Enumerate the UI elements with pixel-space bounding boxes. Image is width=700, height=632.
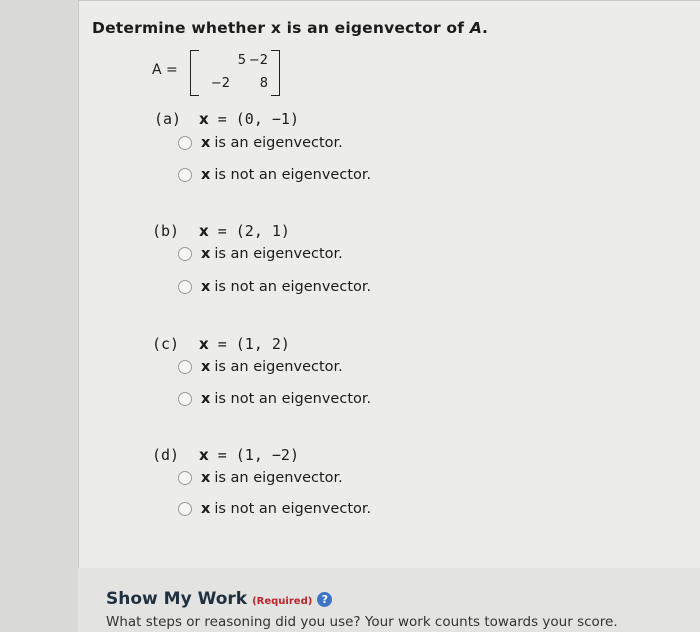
radio-button[interactable] xyxy=(178,247,192,261)
part-a-option-is-eigenvector[interactable]: x is an eigenvector. xyxy=(178,135,343,151)
part-d-option-not-eigenvector[interactable]: x is not an eigenvector. xyxy=(178,501,371,517)
matrix-cell: −2 xyxy=(248,53,268,68)
part-d-option-is-eigenvector[interactable]: x is an eigenvector. xyxy=(178,470,343,486)
required-badge: (Required) xyxy=(252,595,313,607)
part-d-vector: x = (1, −2) xyxy=(199,446,299,464)
radio-button[interactable] xyxy=(178,471,192,485)
part-c-option-not-eigenvector[interactable]: x is not an eigenvector. xyxy=(178,391,371,407)
part-d-label: (d) xyxy=(152,446,180,464)
left-bracket xyxy=(190,50,199,96)
show-work-prompt: What steps or reasoning did you use? Your work counts towards your score. xyxy=(106,614,618,630)
part-c-option-is-eigenvector[interactable]: x is an eigenvector. xyxy=(178,359,343,375)
right-bracket xyxy=(271,50,280,96)
matrix-label: A = xyxy=(152,62,178,78)
part-a-vector: x = (0, −1) xyxy=(199,110,299,128)
matrix-cell: 8 xyxy=(259,76,268,91)
part-b-option-not-eigenvector[interactable]: x is not an eigenvector. xyxy=(178,279,371,295)
radio-button[interactable] xyxy=(178,280,192,294)
question-title: Determine whether x is an eigenvector of A. xyxy=(92,19,489,37)
part-c-label: (c) xyxy=(152,335,180,353)
radio-button[interactable] xyxy=(178,168,192,182)
show-work-title: Show My Work xyxy=(106,589,248,609)
matrix-cell: −2 xyxy=(210,76,230,91)
radio-button[interactable] xyxy=(178,136,192,150)
show-work-header xyxy=(106,589,332,609)
part-a-label: (a) xyxy=(154,110,182,128)
question-panel xyxy=(78,0,700,569)
radio-button[interactable] xyxy=(178,360,192,374)
part-c-vector: x = (1, 2) xyxy=(199,335,290,353)
help-icon[interactable]: ? xyxy=(317,592,332,607)
radio-button[interactable] xyxy=(178,392,192,406)
part-a-option-not-eigenvector[interactable]: x is not an eigenvector. xyxy=(178,167,371,183)
part-b-option-is-eigenvector[interactable]: x is an eigenvector. xyxy=(178,246,343,262)
part-b-label: (b) xyxy=(152,222,180,240)
matrix-a xyxy=(190,50,290,100)
matrix-cell: 5 xyxy=(237,53,246,68)
radio-button[interactable] xyxy=(178,502,192,516)
part-b-vector: x = (2, 1) xyxy=(199,222,290,240)
